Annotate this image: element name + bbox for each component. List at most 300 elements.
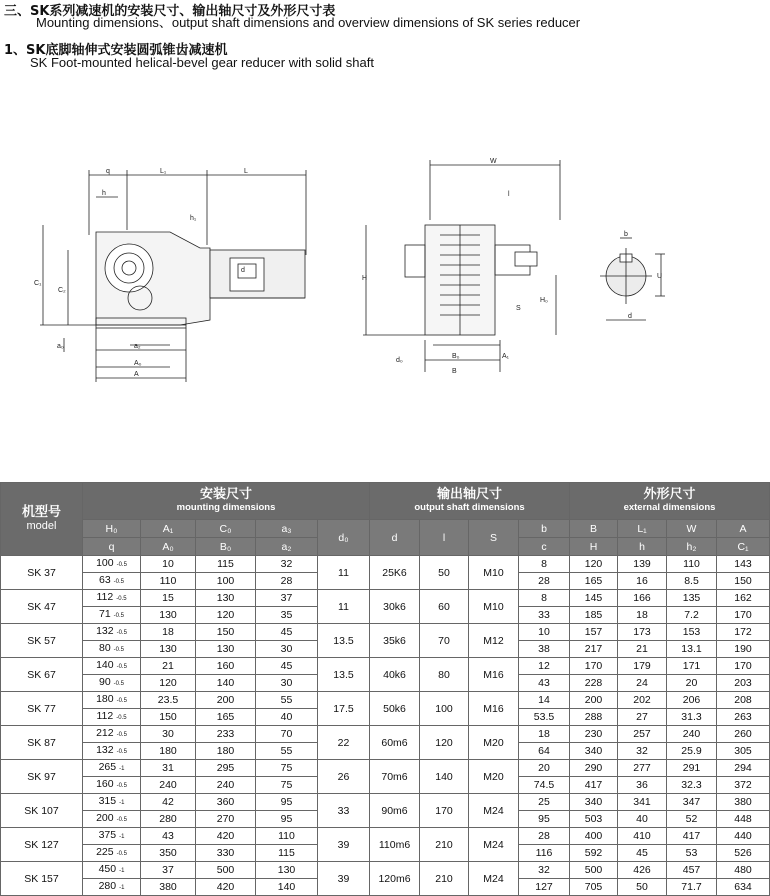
- table-cell: 11: [318, 556, 370, 590]
- dim-label-shaft-d: d: [628, 313, 632, 320]
- table-cell: 171: [667, 658, 717, 675]
- table-row: [1, 862, 770, 879]
- table-cell: 50: [618, 879, 667, 896]
- table-cell: 31.3: [667, 709, 717, 726]
- model-cell: SK 67: [1, 658, 83, 692]
- table-cell: 140: [196, 675, 256, 692]
- table-cell: 170: [570, 658, 618, 675]
- model-cell: SK 127: [1, 828, 83, 862]
- table-cell: 157: [570, 624, 618, 641]
- table-cell: 140: [420, 760, 469, 794]
- dim-label-A0: A₀: [134, 360, 142, 367]
- table-cell: 50k6: [370, 692, 420, 726]
- table-cell: 179: [618, 658, 667, 675]
- table-cell: 71.7: [667, 879, 717, 896]
- table-cell: 165: [196, 709, 256, 726]
- table-cell: M20: [469, 726, 519, 760]
- table-cell: 14: [519, 692, 570, 709]
- section-title-cn: 三、SK系列减速机的安装尺寸、输出轴尺寸及外形尺寸表: [4, 4, 336, 19]
- table-cell: 380: [141, 879, 196, 896]
- table-cell: 64: [519, 743, 570, 760]
- dim-label-b: b: [624, 231, 628, 238]
- model-cell: SK 57: [1, 624, 83, 658]
- table-cell: 212 -0.5: [83, 726, 141, 743]
- table-cell: 32.3: [667, 777, 717, 794]
- tolerance: -1: [119, 834, 125, 840]
- reducer-drawings: [0, 120, 719, 390]
- table-cell: 172: [717, 624, 770, 641]
- table-cell: 42: [141, 794, 196, 811]
- col-header: C₀: [196, 520, 256, 538]
- table-cell: 130: [141, 641, 196, 658]
- table-cell: 110: [256, 828, 318, 845]
- table-cell: 18: [519, 726, 570, 743]
- table-cell: 130: [141, 607, 196, 624]
- tolerance: -0.5: [116, 562, 127, 568]
- table-row: [1, 556, 770, 573]
- table-cell: 8: [519, 556, 570, 573]
- tolerance: -0.5: [116, 664, 127, 670]
- sub-title-en: SK Foot-mounted helical-bevel gear reducer with solid shaft: [30, 55, 374, 70]
- table-cell: M24: [469, 794, 519, 828]
- table-cell: 53.5: [519, 709, 570, 726]
- table-cell: 450 -1: [83, 862, 141, 879]
- table-cell: 110: [667, 556, 717, 573]
- table-cell: 40: [618, 811, 667, 828]
- table-cell: 592: [570, 845, 618, 862]
- tolerance: -1: [119, 885, 125, 891]
- col-header: a₂: [256, 538, 318, 556]
- table-cell: 60m6: [370, 726, 420, 760]
- table-cell: 340: [570, 743, 618, 760]
- table-cell: 200: [196, 692, 256, 709]
- model-cell: SK 157: [1, 862, 83, 896]
- table-cell: 143: [717, 556, 770, 573]
- tolerance: -0.5: [116, 749, 127, 755]
- table-cell: 341: [618, 794, 667, 811]
- table-cell: 233: [196, 726, 256, 743]
- table-cell: 30: [256, 641, 318, 658]
- col-header: H₀: [83, 520, 141, 538]
- table-cell: 230: [570, 726, 618, 743]
- table-cell: 120: [420, 726, 469, 760]
- table-row: [1, 624, 770, 641]
- table-cell: M24: [469, 862, 519, 896]
- table-cell: 95: [256, 811, 318, 828]
- table-cell: 417: [570, 777, 618, 794]
- table-cell: 240: [196, 777, 256, 794]
- table-cell: 165: [570, 573, 618, 590]
- table-cell: 116: [519, 845, 570, 862]
- table-cell: 20: [519, 760, 570, 777]
- table-cell: 16: [618, 573, 667, 590]
- table-cell: 100: [196, 573, 256, 590]
- table-cell: 40k6: [370, 658, 420, 692]
- table-cell: M24: [469, 828, 519, 862]
- table-cell: 21: [618, 641, 667, 658]
- table-cell: 50: [420, 556, 469, 590]
- table-cell: 120: [141, 675, 196, 692]
- table-row: [1, 760, 770, 777]
- table-cell: 80 -0.5: [83, 641, 141, 658]
- table-cell: 400: [570, 828, 618, 845]
- table-cell: 120: [570, 556, 618, 573]
- table-cell: 43: [519, 675, 570, 692]
- table-cell: 13.1: [667, 641, 717, 658]
- table-cell: 25K6: [370, 556, 420, 590]
- table-cell: 170: [717, 658, 770, 675]
- table-cell: 340: [570, 794, 618, 811]
- table-cell: 21: [141, 658, 196, 675]
- table-cell: 277: [618, 760, 667, 777]
- table-cell: 263: [717, 709, 770, 726]
- tolerance: -0.5: [113, 681, 125, 687]
- table-cell: 372: [717, 777, 770, 794]
- table-cell: 190: [717, 641, 770, 658]
- table-cell: 13.5: [318, 624, 370, 658]
- table-cell: 228: [570, 675, 618, 692]
- col-header: c: [519, 538, 570, 556]
- table-cell: 100: [420, 692, 469, 726]
- table-cell: 210: [420, 862, 469, 896]
- table-cell: 295: [196, 760, 256, 777]
- table-cell: 95: [519, 811, 570, 828]
- table-cell: 8: [519, 590, 570, 607]
- dim-label-C2: C₂: [58, 287, 66, 294]
- table-cell: 410: [618, 828, 667, 845]
- table-cell: 291: [667, 760, 717, 777]
- dim-label-L1: L₁: [160, 168, 167, 175]
- col-header: b: [519, 520, 570, 538]
- table-cell: 25: [519, 794, 570, 811]
- table-cell: 500: [196, 862, 256, 879]
- dim-label-U: U: [657, 273, 663, 280]
- table-cell: 135: [667, 590, 717, 607]
- table-cell: 130: [196, 641, 256, 658]
- table-cell: 90 -0.5: [83, 675, 141, 692]
- table-cell: 55: [256, 692, 318, 709]
- table-cell: 360: [196, 794, 256, 811]
- table-cell: 30k6: [370, 590, 420, 624]
- table-cell: 153: [667, 624, 717, 641]
- table-cell: 10: [519, 624, 570, 641]
- table-cell: 15: [141, 590, 196, 607]
- table-cell: 70: [420, 624, 469, 658]
- section-title-en: Mounting dimensions、output shaft dimensions and overview dimensions of SK series reducer: [36, 15, 581, 30]
- table-cell: 120: [196, 607, 256, 624]
- table-cell: 457: [667, 862, 717, 879]
- tolerance: -0.5: [116, 596, 127, 602]
- table-cell: 7.2: [667, 607, 717, 624]
- dim-label-d0: d₀: [396, 357, 403, 364]
- table-cell: 170: [717, 607, 770, 624]
- table-cell: 208: [717, 692, 770, 709]
- table-cell: 39: [318, 862, 370, 896]
- col-header: A₀: [141, 538, 196, 556]
- table-cell: 38: [519, 641, 570, 658]
- col-header: d₀: [318, 520, 370, 556]
- table-cell: 150: [196, 624, 256, 641]
- table-cell: 37: [256, 590, 318, 607]
- col-header: B: [570, 520, 618, 538]
- table-cell: 294: [717, 760, 770, 777]
- table-cell: 170: [420, 794, 469, 828]
- col-header: W: [667, 520, 717, 538]
- table-cell: 90m6: [370, 794, 420, 828]
- table-cell: 18: [141, 624, 196, 641]
- table-cell: 150: [141, 709, 196, 726]
- dim-label-S: S: [516, 305, 521, 312]
- table-cell: 500: [570, 862, 618, 879]
- table-cell: 110: [141, 573, 196, 590]
- table-cell: 270: [196, 811, 256, 828]
- table-cell: 280: [141, 811, 196, 828]
- table-cell: 52: [667, 811, 717, 828]
- table-cell: M12: [469, 624, 519, 658]
- tolerance: -0.5: [113, 647, 125, 653]
- col-header: h: [618, 538, 667, 556]
- table-cell: 240: [141, 777, 196, 794]
- model-cell: SK 107: [1, 794, 83, 828]
- table-cell: 25.9: [667, 743, 717, 760]
- dim-label-a0: a₀: [57, 343, 64, 350]
- table-cell: 417: [667, 828, 717, 845]
- model-cell: SK 87: [1, 726, 83, 760]
- table-cell: 180 -0.5: [83, 692, 141, 709]
- table-cell: 180: [196, 743, 256, 760]
- table-cell: 257: [618, 726, 667, 743]
- table-cell: 130: [196, 590, 256, 607]
- table-cell: 20: [667, 675, 717, 692]
- col-header: L₁: [618, 520, 667, 538]
- table-cell: 12: [519, 658, 570, 675]
- table-cell: 330: [196, 845, 256, 862]
- table-cell: 45: [256, 658, 318, 675]
- table-cell: 426: [618, 862, 667, 879]
- tolerance: -0.5: [116, 630, 127, 636]
- table-cell: 203: [717, 675, 770, 692]
- table-row: [1, 726, 770, 743]
- table-cell: 202: [618, 692, 667, 709]
- table-cell: 26: [318, 760, 370, 794]
- table-cell: 634: [717, 879, 770, 896]
- table-cell: 8.5: [667, 573, 717, 590]
- table-cell: 10: [141, 556, 196, 573]
- table-cell: 27: [618, 709, 667, 726]
- table-cell: 112 -0.5: [83, 590, 141, 607]
- table-cell: 315 -1: [83, 794, 141, 811]
- table-cell: 420: [196, 828, 256, 845]
- col-header: d: [370, 520, 420, 556]
- col-header: h₂: [667, 538, 717, 556]
- table-cell: 110m6: [370, 828, 420, 862]
- model-header: 机型号 model: [1, 483, 83, 556]
- table-cell: 71 -0.5: [83, 607, 141, 624]
- table-cell: 32: [618, 743, 667, 760]
- table-cell: 145: [570, 590, 618, 607]
- table-cell: 225 -0.5: [83, 845, 141, 862]
- table-cell: 40: [256, 709, 318, 726]
- table-cell: 35k6: [370, 624, 420, 658]
- tolerance: -0.5: [116, 783, 127, 789]
- table-cell: 70m6: [370, 760, 420, 794]
- col-header: A₁: [141, 520, 196, 538]
- col-header: C₁: [717, 538, 770, 556]
- front-view-drawing: [363, 160, 560, 372]
- model-cell: SK 77: [1, 692, 83, 726]
- dim-label-q: q: [106, 168, 110, 175]
- dim-label-H: H: [362, 275, 368, 282]
- table-cell: 305: [717, 743, 770, 760]
- table-cell: 112 -0.5: [83, 709, 141, 726]
- table-cell: 75: [256, 760, 318, 777]
- table-cell: M10: [469, 556, 519, 590]
- table-row: [1, 658, 770, 675]
- sub-title-cn: 1、SK底脚轴伸式安装圆弧锥齿减速机: [4, 43, 228, 58]
- table-cell: 162: [717, 590, 770, 607]
- group-header-output-shaft: 输出轴尺寸 output shaft dimensions: [370, 483, 570, 520]
- dim-label-B0: B₀: [452, 353, 460, 360]
- table-cell: 288: [570, 709, 618, 726]
- table-cell: 160: [196, 658, 256, 675]
- table-cell: 185: [570, 607, 618, 624]
- table-cell: 139: [618, 556, 667, 573]
- tolerance: -1: [119, 868, 125, 874]
- table-cell: M20: [469, 760, 519, 794]
- table-cell: 53: [667, 845, 717, 862]
- table-cell: 28: [519, 573, 570, 590]
- dim-label-h1: h₁: [190, 215, 197, 222]
- table-cell: 280 -1: [83, 879, 141, 896]
- table-cell: 24: [618, 675, 667, 692]
- table-cell: 130: [256, 862, 318, 879]
- table-cell: 132 -0.5: [83, 743, 141, 760]
- dim-label-a2: a₂: [134, 343, 141, 350]
- table-cell: 80: [420, 658, 469, 692]
- table-cell: 45: [618, 845, 667, 862]
- dim-label-L: L: [244, 168, 248, 175]
- table-cell: 32: [256, 556, 318, 573]
- table-cell: 13.5: [318, 658, 370, 692]
- table-cell: 480: [717, 862, 770, 879]
- table-cell: 448: [717, 811, 770, 828]
- table-cell: 17.5: [318, 692, 370, 726]
- table-cell: 35: [256, 607, 318, 624]
- tolerance: -0.5: [113, 579, 125, 585]
- table-cell: 74.5: [519, 777, 570, 794]
- table-cell: 95: [256, 794, 318, 811]
- table-cell: 380: [717, 794, 770, 811]
- table-cell: 55: [256, 743, 318, 760]
- table-cell: 260: [717, 726, 770, 743]
- table-cell: 375 -1: [83, 828, 141, 845]
- table-cell: 200: [570, 692, 618, 709]
- table-cell: 526: [717, 845, 770, 862]
- col-header: B₀: [196, 538, 256, 556]
- table-cell: 43: [141, 828, 196, 845]
- col-header: a₃: [256, 520, 318, 538]
- tolerance: -1: [119, 766, 125, 772]
- table-cell: 173: [618, 624, 667, 641]
- table-cell: 347: [667, 794, 717, 811]
- table-cell: M16: [469, 692, 519, 726]
- table-cell: 45: [256, 624, 318, 641]
- group-header-mounting: 安装尺寸 mounting dimensions: [83, 483, 370, 520]
- table-cell: 70: [256, 726, 318, 743]
- table-cell: 28: [519, 828, 570, 845]
- model-cell: SK 37: [1, 556, 83, 590]
- table-cell: 33: [318, 794, 370, 828]
- dimension-table: [0, 482, 770, 896]
- tolerance: -0.5: [116, 851, 127, 857]
- table-cell: 127: [519, 879, 570, 896]
- table-cell: 37: [141, 862, 196, 879]
- model-cell: SK 47: [1, 590, 83, 624]
- dim-label-A1: A₁: [502, 353, 510, 360]
- table-cell: 160 -0.5: [83, 777, 141, 794]
- table-cell: 210: [420, 828, 469, 862]
- table-cell: 140 -0.5: [83, 658, 141, 675]
- dim-label-A: A: [134, 371, 139, 378]
- table-cell: 132 -0.5: [83, 624, 141, 641]
- table-cell: 39: [318, 828, 370, 862]
- table-cell: 18: [618, 607, 667, 624]
- table-cell: 28: [256, 573, 318, 590]
- table-cell: M16: [469, 658, 519, 692]
- tolerance: -0.5: [116, 698, 127, 704]
- table-cell: 115: [256, 845, 318, 862]
- table-cell: 11: [318, 590, 370, 624]
- table-cell: 63 -0.5: [83, 573, 141, 590]
- table-cell: 240: [667, 726, 717, 743]
- table-cell: 22: [318, 726, 370, 760]
- table-cell: 166: [618, 590, 667, 607]
- dim-label-C1: C₁: [34, 280, 42, 287]
- table-cell: 206: [667, 692, 717, 709]
- table-row: [1, 590, 770, 607]
- table-cell: 32: [519, 862, 570, 879]
- group-header-external: 外形尺寸 external dimensions: [570, 483, 770, 520]
- table-cell: 30: [141, 726, 196, 743]
- model-cell: SK 97: [1, 760, 83, 794]
- table-row: [1, 692, 770, 709]
- table-row: [1, 794, 770, 811]
- col-header: q: [83, 538, 141, 556]
- table-cell: 180: [141, 743, 196, 760]
- dim-label-l: l: [508, 191, 510, 198]
- table-cell: 265 -1: [83, 760, 141, 777]
- table-cell: 440: [717, 828, 770, 845]
- table-cell: 705: [570, 879, 618, 896]
- table-cell: 115: [196, 556, 256, 573]
- table-cell: 120m6: [370, 862, 420, 896]
- table-cell: 100 -0.5: [83, 556, 141, 573]
- dim-label-B: B: [452, 368, 457, 375]
- table-cell: 200 -0.5: [83, 811, 141, 828]
- dim-label-d: d: [241, 267, 245, 274]
- table-cell: 217: [570, 641, 618, 658]
- table-cell: 75: [256, 777, 318, 794]
- shaft-section-drawing: [600, 238, 665, 320]
- table-cell: 33: [519, 607, 570, 624]
- col-header: H: [570, 538, 618, 556]
- table-cell: 31: [141, 760, 196, 777]
- dim-label-H0: H₀: [540, 297, 548, 304]
- col-header: l: [420, 520, 469, 556]
- side-view-drawing: [40, 170, 306, 382]
- tolerance: -1: [119, 800, 125, 806]
- dim-label-h: h: [102, 190, 106, 197]
